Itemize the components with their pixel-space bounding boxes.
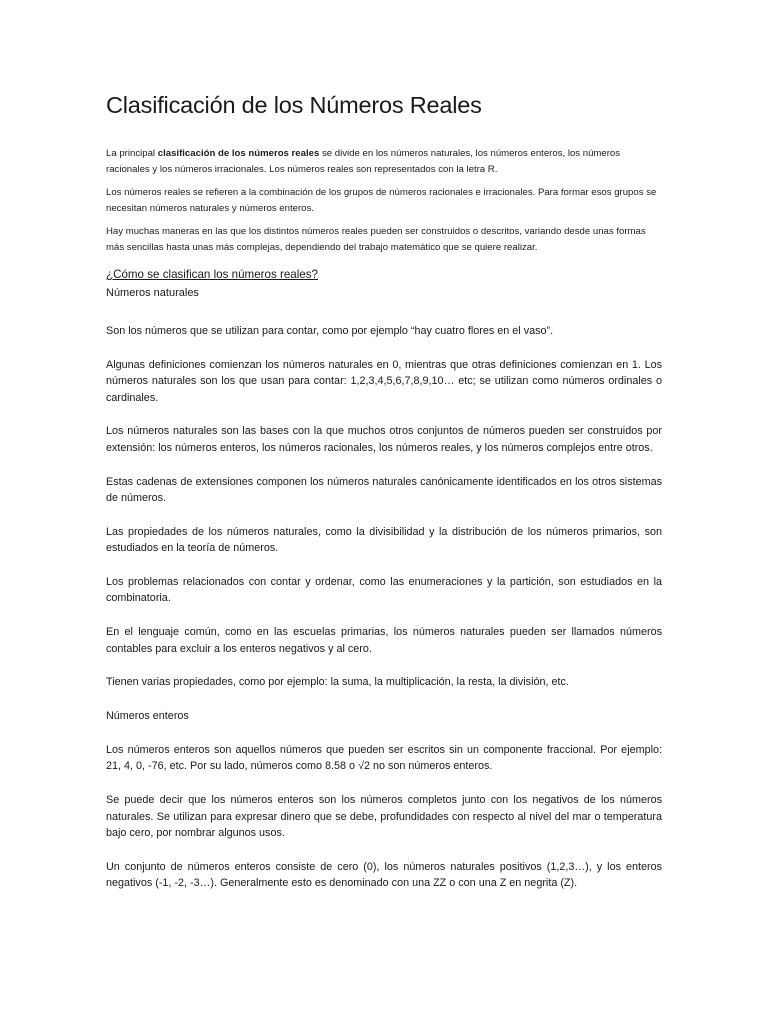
intro-paragraph: Hay muchas maneras en las que los distintos números reales pueden ser construidos o descritos, variando desde unas formas más sencillas hasta unas más complejas, dependiendo del trabajo matemático que se quiere realizar. [106, 226, 646, 253]
subheading-naturales: Números naturales [106, 287, 199, 299]
body-paragraph: En el lenguaje común, como en las escuelas primarias, los números naturales pueden ser llamados números contables para excluir a los enteros negativos y al cero. [106, 626, 662, 655]
intro-paragraph [106, 146, 662, 178]
intro-text-post: se divide en los números naturales, los números enteros, los números racionales y los números irracionales. Los números reales son representados con la letra R. [106, 148, 621, 175]
body-paragraph: Tienen varias propiedades, como por ejemplo: la suma, la multiplicación, la resta, la división, etc. [106, 676, 569, 689]
body-paragraph: Los problemas relacionados con contar y ordenar, como las enumeraciones y la partición, son estudiados en la combinatoria. [106, 576, 662, 605]
body-paragraph: Algunas definiciones comienzan los números naturales en 0, mientras que otras definiciones comienzan en 1. Los números naturales son los que usan para contar: 1,2,3,4,5,6,7,8,9,10… etc; se utilizan como números ordinales o cardinales. [106, 358, 662, 404]
body-paragraph: Los números enteros son aquellos números que pueden ser escritos sin un componente fraccional. Por ejemplo: 21, 4, 0, -76, etc. Por su lado, números como 8.58 o √2 no son números enteros. [106, 744, 662, 773]
body-paragraph: Se puede decir que los números enteros son los números completos junto con los negativos de los números naturales. Se utilizan para expresar dinero que se debe, profundidades con respecto al nivel del mar o temperatura bajo cero, por nombrar algunos usos. [106, 794, 662, 840]
intro-paragraph: Los números reales se refieren a la combinación de los grupos de números racionales e irracionales. Para formar esos grupos se necesitan números naturales y números enteros. [106, 187, 657, 214]
intro-section [106, 146, 662, 256]
intro-text-pre: La principal [106, 148, 158, 159]
subheading-enteros: Números enteros [106, 710, 189, 723]
body-paragraph: Son los números que se utilizan para contar, como por ejemplo “hay cuatro flores en el vaso”. [106, 325, 554, 337]
section-heading: ¿Cómo se clasifican los números reales? [106, 268, 318, 281]
body-paragraph: Estas cadenas de extensiones componen los números naturales canónicamente identificados en los otros sistemas de números. [106, 475, 662, 505]
body-paragraph: Un conjunto de números enteros consiste de cero (0), los números naturales positivos (1,2,3…), y los enteros negativos (-1, -2, -3…). Generalmente esto es denominado con una ZZ o con una Z en negrita (Z). [106, 860, 662, 890]
body-paragraph: Las propiedades de los números naturales, como la divisibilidad y la distribución de los números primarios, son estudiados en la teoría de números. [106, 525, 662, 555]
page-title: Clasificación de los Números Reales [106, 92, 482, 118]
intro-bold-term: clasificación de los números reales [157, 148, 320, 159]
body-paragraph: Los números naturales son las bases con la que muchos otros conjuntos de números pueden ser construidos por extensión: los números enteros, los números racionales, los números reales, y los números complejos entre otros. [106, 425, 662, 454]
